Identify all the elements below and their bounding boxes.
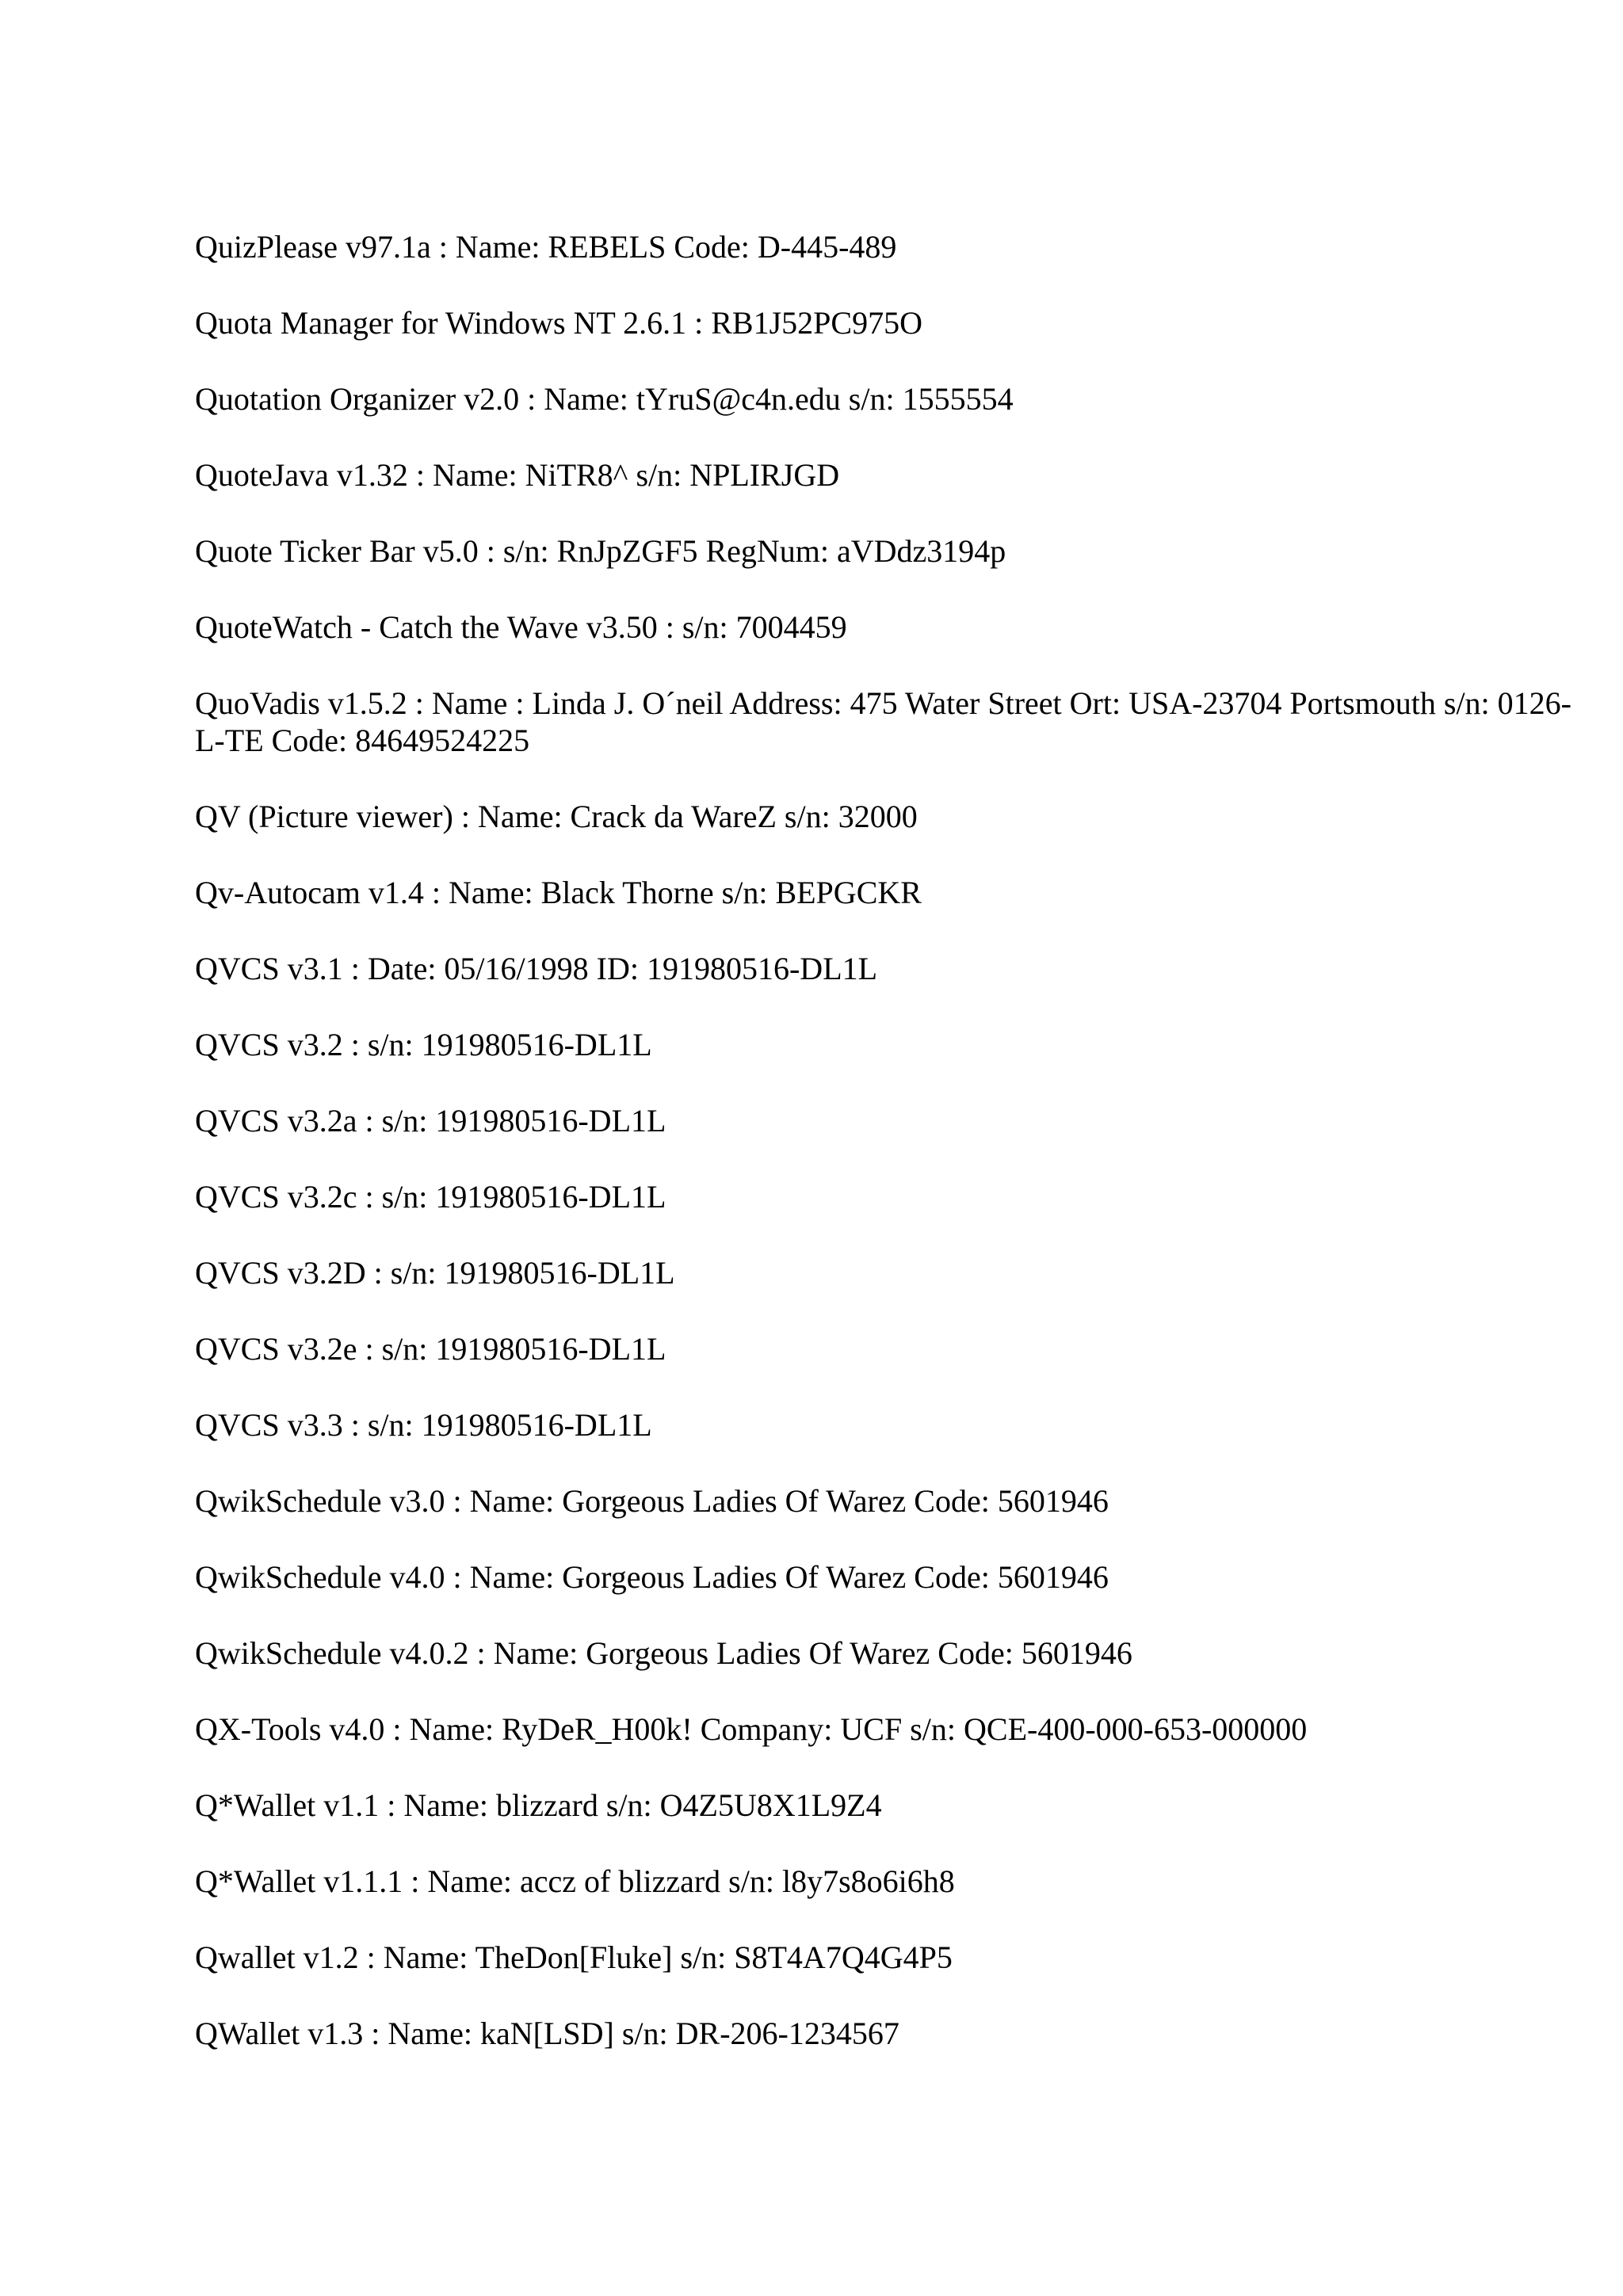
list-item: Qv-Autocam v1.4 : Name: Black Thorne s/n: BEPGCKR — [195, 875, 922, 910]
list-item: QWallet v1.3 : Name: kaN[LSD] s/n: DR-206-1234567 — [195, 2016, 899, 2051]
list-item: QwikSchedule v4.0.2 : Name: Gorgeous Ladies Of Warez Code: 5601946 — [195, 1635, 1132, 1671]
list-item: QVCS v3.2e : s/n: 191980516-DL1L — [195, 1331, 666, 1367]
list-item: Quote Ticker Bar v5.0 : s/n: RnJpZGF5 RegNum: aVDdz3194p — [195, 533, 1006, 569]
list-item: QV (Picture viewer) : Name: Crack da WareZ s/n: 32000 — [195, 799, 918, 834]
list-item: Q*Wallet v1.1 : Name: blizzard s/n: O4Z5U8X1L9Z4 — [195, 1787, 882, 1823]
list-item: QuizPlease v97.1a : Name: REBELS Code: D-445-489 — [195, 229, 897, 265]
list-item: QuoteJava v1.32 : Name: NiTR8^ s/n: NPLIRJGD — [195, 457, 840, 493]
serial-list — [195, 228, 1590, 2091]
list-item: Q*Wallet v1.1.1 : Name: accz of blizzard s/n: l8y7s8o6i6h8 — [195, 1863, 955, 1899]
list-item: QVCS v3.2 : s/n: 191980516-DL1L — [195, 1027, 652, 1062]
list-item: QX-Tools v4.0 : Name: RyDeR_H00k! Company: UCF s/n: QCE-400-000-653-000000 — [195, 1711, 1308, 1747]
list-item: QVCS v3.3 : s/n: 191980516-DL1L — [195, 1407, 652, 1443]
list-item: Quotation Organizer v2.0 : Name: tYruS@c4n.edu s/n: 1555554 — [195, 381, 1014, 417]
list-item: Quota Manager for Windows NT 2.6.1 : RB1J52PC975O — [195, 305, 922, 341]
list-item: QVCS v3.2D : s/n: 191980516-DL1L — [195, 1255, 675, 1291]
list-item: QwikSchedule v3.0 : Name: Gorgeous Ladies Of Warez Code: 5601946 — [195, 1483, 1109, 1519]
list-item: QwikSchedule v4.0 : Name: Gorgeous Ladies Of Warez Code: 5601946 — [195, 1559, 1109, 1595]
list-item: QVCS v3.1 : Date: 05/16/1998 ID: 191980516-DL1L — [195, 951, 878, 986]
list-item: QVCS v3.2a : s/n: 191980516-DL1L — [195, 1103, 666, 1138]
list-item: QuoVadis v1.5.2 : Name : Linda J. O´neil Address: 475 Water Street Ort: USA-23704 Portsmouth s/n: 0126-L-TE Code: 84649524225 — [195, 685, 1571, 758]
list-item: QuoteWatch - Catch the Wave v3.50 : s/n: 7004459 — [195, 609, 847, 645]
list-item: QVCS v3.2c : s/n: 191980516-DL1L — [195, 1179, 666, 1215]
list-item: Qwallet v1.2 : Name: TheDon[Fluke] s/n: S8T4A7Q4G4P5 — [195, 1939, 953, 1975]
